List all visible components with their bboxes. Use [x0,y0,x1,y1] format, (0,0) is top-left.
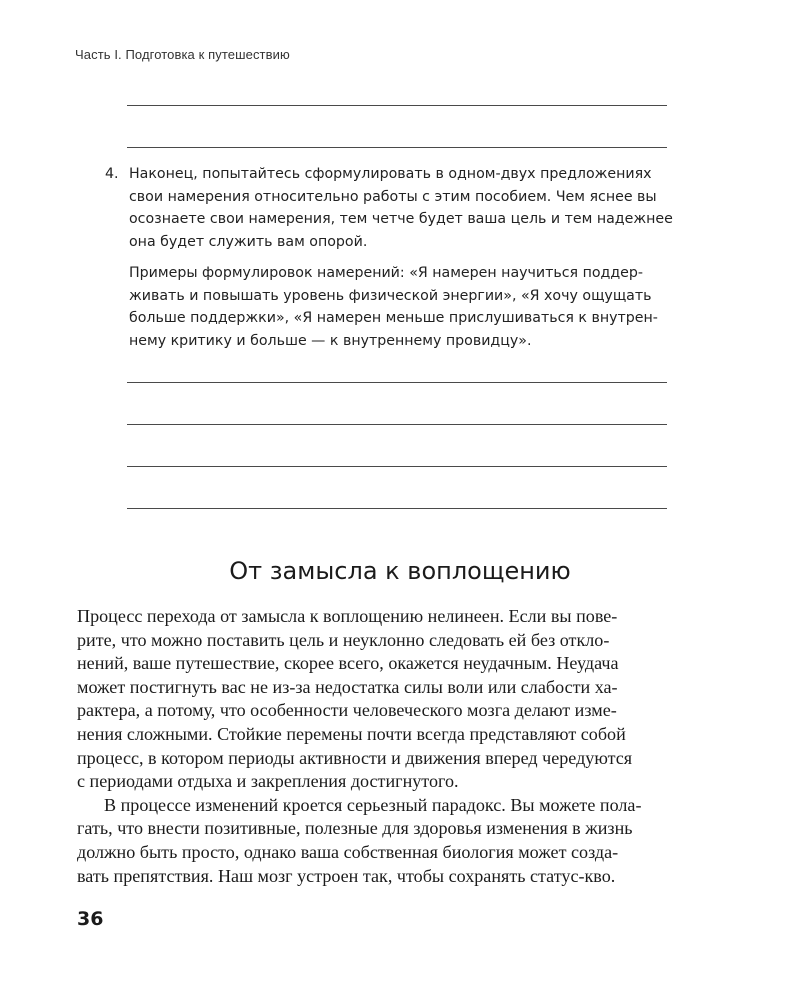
text-line: она будет служить вам опорой. [129,233,368,250]
text-line: вать препятствия. Наш мозг устроен так, чтобы сохранять статус-кво. [77,865,616,886]
text-line: Наконец, попытайтесь сформулировать в одном-двух предложениях [129,166,652,182]
exercise-item-4 [98,163,678,352]
running-header: Часть I. Подготовка к путешествию [75,47,290,62]
text-line: должно быть просто, однако ваша собственная биология может созда- [77,841,619,862]
paragraph [77,605,693,794]
writing-line [127,466,667,467]
text-line: живать и повышать уровень физической энергии», «Я хочу ощущать [129,287,652,304]
text-line: нения сложными. Стойкие перемены почти всегда представляют собой [77,723,626,744]
text-line: рите, что можно поставить цель и неуклонно следовать ей без откло- [77,629,610,650]
exercise-examples [129,262,678,352]
text-line: гать, что внести позитивные, полезные для здоровья изменения в жизнь [77,818,633,839]
text-line: больше поддержки», «Я намерен меньше прислушиваться к внутрен- [129,310,658,326]
text-line: рактера, а потому, что особенности человеческого мозга делают изме- [77,700,617,721]
page-number: 36 [77,908,104,930]
text-line: Процесс перехода от замысла к воплощению нелинеен. Если вы пове- [77,606,618,626]
exercise-number: 4. [105,166,119,182]
writing-line [127,424,667,425]
section-heading: От замысла к воплощению [229,557,571,585]
text-line: нему критику и больше — к внутреннему провидцу». [129,332,532,349]
writing-line [127,147,667,148]
writing-line [127,105,667,106]
exercise-instruction [129,163,678,253]
writing-line [127,382,667,383]
text-line: нений, ваше путешествие, скорее всего, окажется неудачным. Неудача [77,653,619,674]
text-line: осознаете свои намерения, тем четче будет ваша цель и тем надежнее [129,211,673,227]
section-body [77,605,693,888]
text-line: свои намерения относительно работы с этим пособием. Чем яснее вы [129,188,657,205]
text-line: В процессе изменений кроется серьезный парадокс. Вы можете пола- [104,794,642,815]
text-line: Примеры формулировок намерений: «Я намерен научиться поддер- [129,265,644,281]
writing-line [127,508,667,509]
text-line: с периодами отдыха и закрепления достигнутого. [77,771,459,792]
paragraph [77,794,693,888]
text-line: процесс, в котором периоды активности и движения вперед чередуются [77,747,633,768]
text-line: может постигнуть вас не из-за недостатка силы воли или слабости ха- [77,676,618,697]
